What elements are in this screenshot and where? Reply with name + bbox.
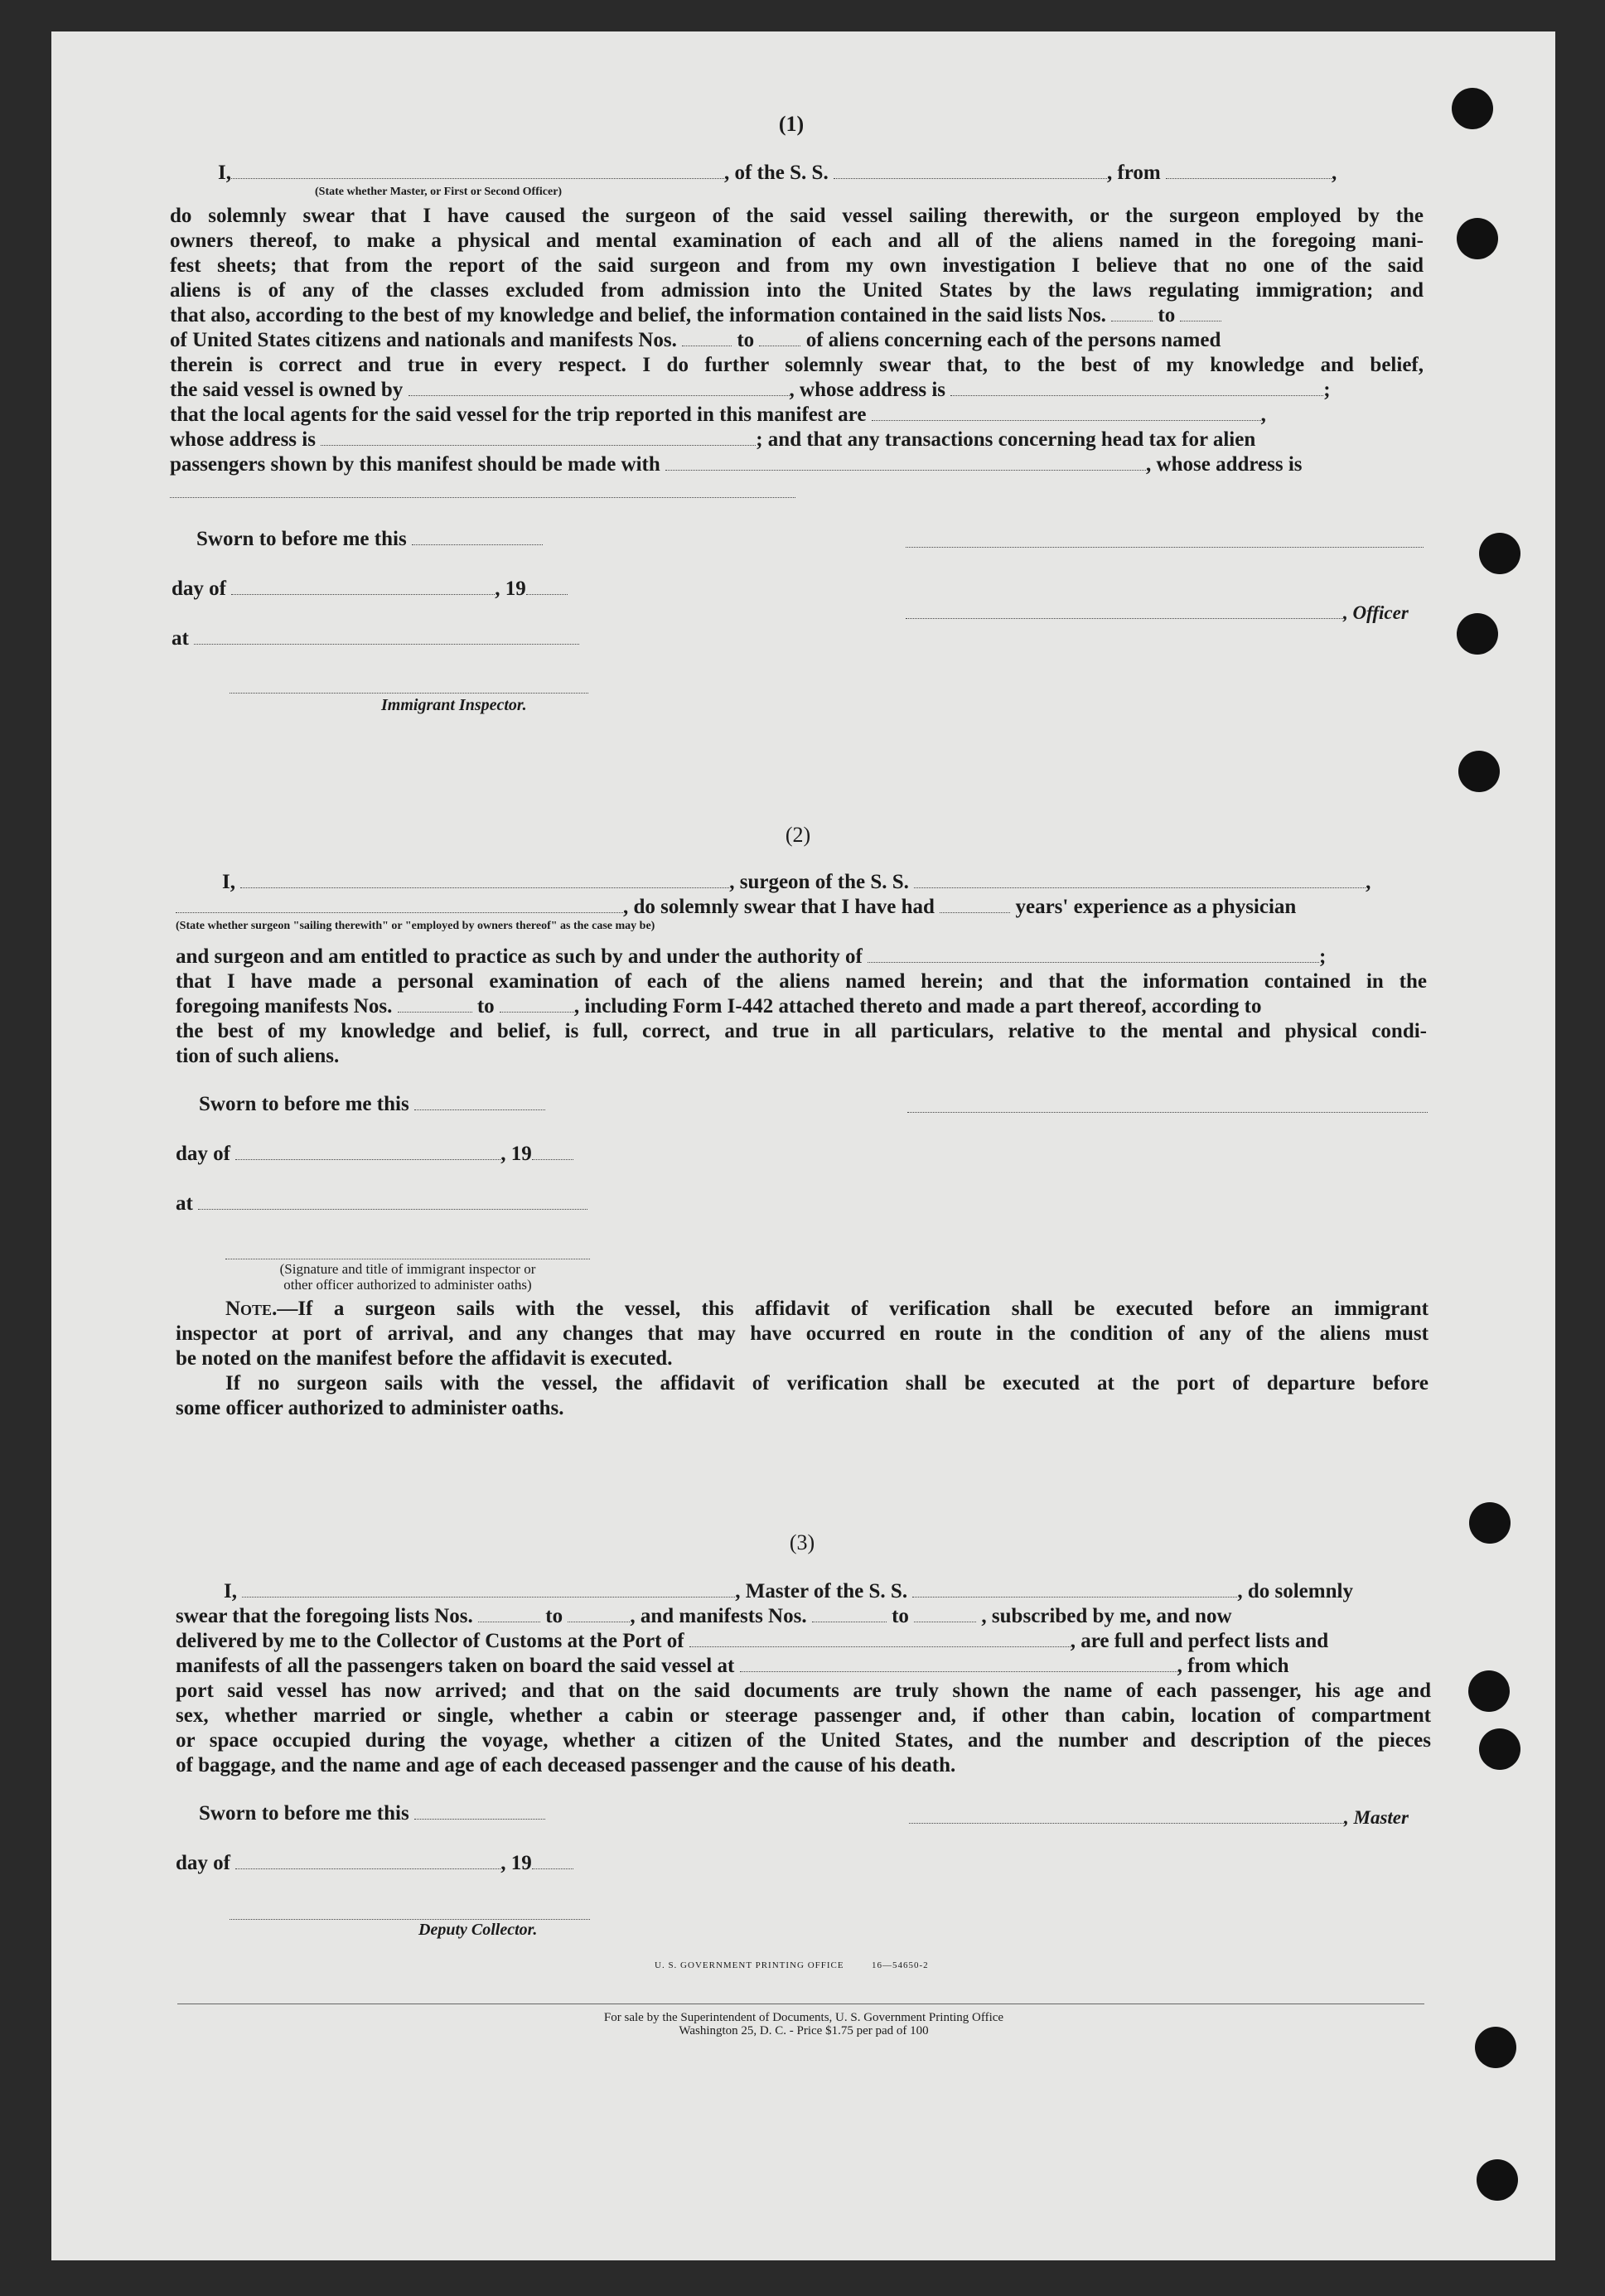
surgeon-signature-line[interactable] xyxy=(907,1112,1428,1113)
section3-text: of baggage, and the name and age of each deceased passenger and the cause of his death. xyxy=(176,1754,956,1776)
section3-text: port said vessel has now arrived; and that on the said documents are truly shown the name of each passenger, his age and xyxy=(176,1680,1431,1702)
binder-hole xyxy=(1475,2027,1516,2068)
section3-line3: delivered by me to the Collector of Customs at the Port of , are full and perfect lists and xyxy=(176,1630,1329,1652)
binder-hole xyxy=(1452,88,1493,129)
section3-line1: I, , Master of the S. S. , do solemnly xyxy=(224,1580,1353,1602)
binder-hole xyxy=(1479,533,1520,574)
section3-line4: manifests of all the passengers taken on board the said vessel at , from which xyxy=(176,1655,1289,1677)
year-field[interactable] xyxy=(526,578,568,595)
section1-line8: the said vessel is owned by , whose address is ; xyxy=(170,379,1331,401)
inspector-label: Immigrant Inspector. xyxy=(381,696,527,714)
officer-signature-line[interactable] xyxy=(906,547,1424,548)
master-lists-from-field[interactable] xyxy=(478,1605,540,1622)
sworn-date-field[interactable] xyxy=(414,1093,545,1110)
owner-field[interactable] xyxy=(409,379,790,396)
authority-field[interactable] xyxy=(868,945,1319,963)
manifests-from-field[interactable] xyxy=(682,329,732,346)
signature-caption: (Signature and title of immigrant inspector or other officer authorized to administer oaths) xyxy=(279,1261,536,1293)
ship-name-field[interactable] xyxy=(834,162,1107,179)
master-lists-to-field[interactable] xyxy=(568,1605,630,1622)
binder-hole xyxy=(1457,613,1498,655)
gpo-imprint: U. S. GOVERNMENT PRINTING OFFICE xyxy=(655,1960,844,1970)
officer-name-field[interactable] xyxy=(906,602,1343,619)
section1-line10: whose address is ; and that any transactions concerning head tax for alien xyxy=(170,428,1256,451)
at-label-1: at xyxy=(172,626,579,651)
head-tax-address-field[interactable] xyxy=(170,497,795,498)
lists-to-field[interactable] xyxy=(1180,304,1221,321)
binder-hole xyxy=(1458,751,1500,792)
place-field[interactable] xyxy=(198,1192,587,1210)
officer-rank-field[interactable] xyxy=(231,162,724,179)
section1-text: owners thereof, to make a physical and mental examination of each and all of the aliens named in the foregoing mani- xyxy=(170,230,1424,252)
section3-text: or space occupied during the voyage, whether a citizen of the United States, and the number and description of the pieces xyxy=(176,1729,1431,1752)
surgeon-ship-field[interactable] xyxy=(914,871,1366,888)
binder-hole xyxy=(1479,1728,1520,1770)
section2-text: that I have made a personal examination of each of the aliens named herein; and that the information contained in the xyxy=(176,970,1427,993)
section3-text: sex, whether married or single, whether a cabin or steerage passenger and, if other than cabin, location of compartment xyxy=(176,1704,1431,1727)
deputy-label: Deputy Collector. xyxy=(418,1921,538,1939)
section1-text: do solemnly swear that I have caused the surgeon of the said vessel sailing therewith, or the surgeon employed by the xyxy=(170,205,1424,227)
years-experience-field[interactable] xyxy=(940,896,1010,913)
year-field[interactable] xyxy=(532,1143,573,1160)
note-text: be noted on the manifest before the affidavit is executed. xyxy=(176,1347,673,1370)
day-of-label-2: day of , 19 xyxy=(176,1142,573,1167)
owner-address-field[interactable] xyxy=(950,379,1323,396)
deputy-signature-line[interactable] xyxy=(230,1919,590,1920)
lists-from-field[interactable] xyxy=(1111,304,1153,321)
local-agents-field[interactable] xyxy=(872,404,1261,421)
section1-text: therein is correct and true in every respect. I do further solemnly swear that, to the best of my knowledge and belief, xyxy=(170,354,1424,376)
surgeon-name-field[interactable] xyxy=(240,871,729,888)
section2-heading: (2) xyxy=(785,823,811,847)
sworn-date-field[interactable] xyxy=(414,1802,545,1820)
inspector-signature-line[interactable] xyxy=(230,693,588,694)
day-of-label-1: day of , 19 xyxy=(172,577,568,602)
month-field[interactable] xyxy=(231,578,495,595)
section1-line1: I, , of the S. S. , from , xyxy=(218,162,1337,184)
sworn-label-1: Sworn to before me this xyxy=(196,527,543,552)
at-label-2: at xyxy=(176,1192,587,1216)
section2-line2: , do solemnly swear that I have had years' experience as a physician xyxy=(176,895,1427,920)
section1-line9: that the local agents for the said vessel for the trip reported in this manifest are , xyxy=(170,404,1266,426)
surgeon-status-caption: (State whether surgeon "sailing therewith" or "employed by owners thereof" as the case may be) xyxy=(176,920,655,932)
section1-line11: passengers shown by this manifest should be made with , whose address is xyxy=(170,453,1303,476)
officer-rank-caption: (State whether Master, or First or Second Officer) xyxy=(315,186,563,198)
master-label: , Master xyxy=(909,1806,1409,1829)
sale-notice: For sale by the Superintendent of Documents, U. S. Government Printing Office Washington 25, D. C. - Price $1.75 per pad of 100 xyxy=(603,2011,1004,2037)
section2-text: the best of my knowledge and belief, is full, correct, and true in all particulars, relative to the mental and physical condi- xyxy=(176,1020,1427,1042)
month-field[interactable] xyxy=(235,1143,500,1160)
section1-line5: that also, according to the best of my knowledge and belief, the information contained in the said lists Nos. to xyxy=(170,303,1424,328)
section1-heading: (1) xyxy=(778,112,805,136)
boarding-port-field[interactable] xyxy=(740,1655,1177,1672)
note-text: some officer authorized to administer oaths. xyxy=(176,1397,564,1419)
master-ship-field[interactable] xyxy=(912,1580,1237,1598)
master-manifests-from-field[interactable] xyxy=(812,1605,887,1622)
note-text: If no surgeon sails with the vessel, the affidavit of verification shall be executed at the port of departure before xyxy=(225,1372,1429,1395)
master-manifests-to-field[interactable] xyxy=(914,1605,976,1622)
section2-line5: foregoing manifests Nos. to , including Form I-442 attached thereto and made a part thereof, according to xyxy=(176,995,1262,1017)
binder-hole xyxy=(1457,218,1498,259)
section1-text: fest sheets; that from the report of the said surgeon and from my own investigation I believe that no one of the said xyxy=(170,254,1424,277)
day-of-label-3: day of , 19 xyxy=(176,1851,573,1876)
departure-port-field[interactable] xyxy=(1166,162,1332,179)
sworn-label-3: Sworn to before me this xyxy=(199,1801,545,1826)
section1-line6: of United States citizens and nationals and manifests Nos. to of aliens concerning each of the persons named xyxy=(170,329,1221,351)
officer-label: , Officer xyxy=(906,602,1409,624)
binder-hole xyxy=(1477,2159,1518,2201)
place-field[interactable] xyxy=(194,627,579,645)
year-field[interactable] xyxy=(532,1852,573,1869)
binder-hole xyxy=(1469,1502,1511,1544)
section2-line1: I, , surgeon of the S. S. , xyxy=(222,871,1371,893)
month-field[interactable] xyxy=(235,1852,500,1869)
note-text: Note.—If a surgeon sails with the vessel, this affidavit of verification shall be executed before an immigrant xyxy=(225,1298,1429,1320)
master-signature-field[interactable] xyxy=(909,1806,1344,1824)
section2-text: tion of such aliens. xyxy=(176,1045,340,1067)
surgeon-manifests-to-field[interactable] xyxy=(500,995,574,1013)
surgeon-status-field[interactable] xyxy=(176,896,623,913)
section3-line2: swear that the foregoing lists Nos. to , and manifests Nos. to , subscribed by me, and now xyxy=(176,1605,1232,1627)
customs-port-field[interactable] xyxy=(689,1630,1071,1647)
master-name-field[interactable] xyxy=(242,1580,735,1598)
section2-line3: and surgeon and am entitled to practice as such by and under the authority of ; xyxy=(176,945,1327,968)
manifests-to-field[interactable] xyxy=(759,329,800,346)
form-number: 16—54650-2 xyxy=(872,1960,929,1970)
binder-hole xyxy=(1468,1670,1510,1712)
surgeon-manifests-from-field[interactable] xyxy=(398,995,472,1013)
section1-text: aliens is of any of the classes excluded from admission into the United States by the laws regulating immigration; and xyxy=(170,279,1424,302)
note-text: inspector at port of arrival, and any changes that may have occurred en route in the condition of any of the aliens must xyxy=(176,1322,1429,1345)
agents-address-field[interactable] xyxy=(321,428,756,446)
section3-heading: (3) xyxy=(789,1530,815,1554)
head-tax-contact-field[interactable] xyxy=(665,453,1146,471)
sworn-label-2: Sworn to before me this xyxy=(199,1092,545,1117)
sworn-date-field[interactable] xyxy=(412,528,543,545)
